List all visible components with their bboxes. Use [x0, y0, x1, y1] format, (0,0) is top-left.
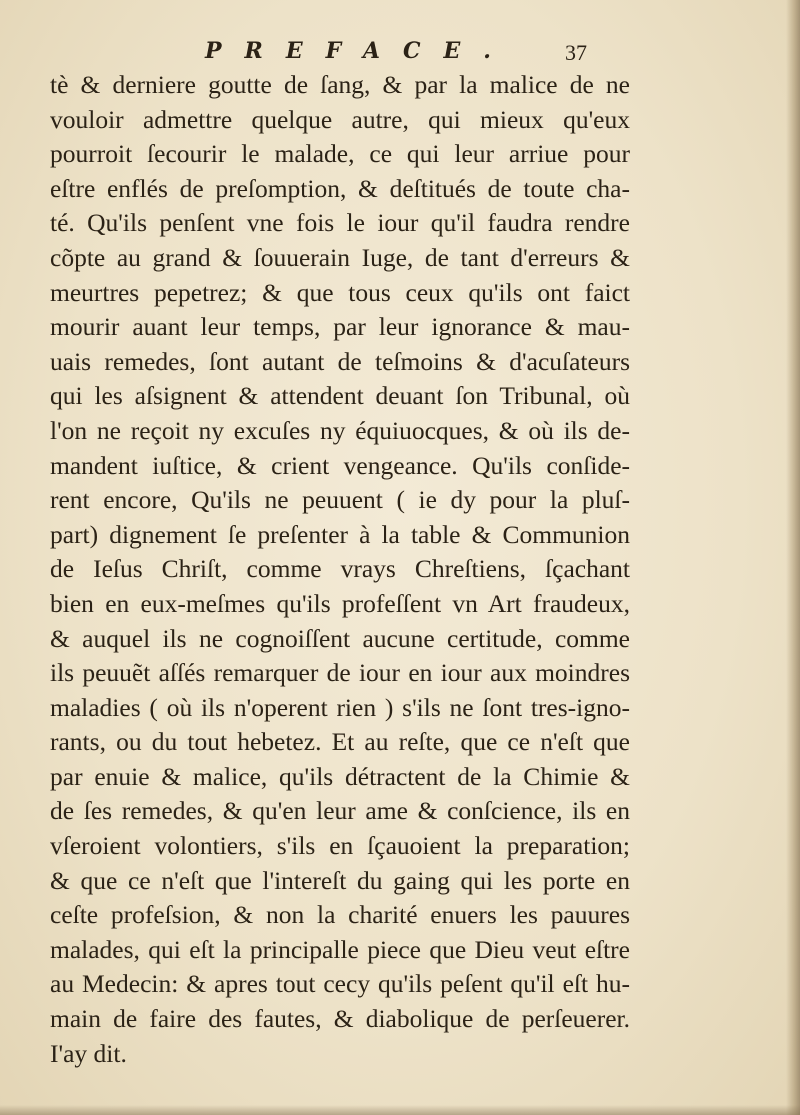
- text-line: ils peuuẽt aſſés remarquer de iour en iour aux moindres: [50, 658, 630, 688]
- text-line: malades, qui eſt la principalle piece que Dieu veut eſtre: [50, 934, 630, 964]
- text-line: té. Qu'ils penſent vne fois le iour qu'il faudra rendre: [50, 208, 630, 238]
- text-line: de ſes remedes, & qu'en leur ame & conſcience, ils en: [50, 796, 630, 826]
- text-line: bien en eux-meſmes qu'ils profeſſent vn Art fraudeux,: [50, 588, 630, 618]
- text-line: rent encore, Qu'ils ne peuuent ( ie dy pour la pluſ-: [50, 485, 630, 515]
- text-line: vſeroient volontiers, s'ils en ſçauoient la preparation;: [50, 831, 630, 861]
- text-line: cõpte au grand & ſouuerain Iuge, de tant d'erreurs &: [50, 242, 630, 272]
- text-line: rants, ou du tout hebetez. Et au reſte, que ce n'eſt que: [50, 727, 630, 757]
- text-line: mourir auant leur temps, par leur ignorance & mau-: [50, 312, 630, 342]
- text-line: tè & derniere goutte de ſang, & par la malice de ne: [50, 70, 630, 99]
- page-number: 37: [565, 40, 587, 65]
- text-line: l'on ne reçoit ny excuſes ny équiuocques, & où ils de-: [50, 415, 630, 445]
- text-line: & auquel ils ne cognoiſſent aucune certitude, comme: [50, 623, 630, 653]
- text-line: pourroit ſecourir le malade, ce qui leur arriue pour: [50, 139, 630, 169]
- text-line: meurtres pepetrez; & que tous ceux qu'ils ont faict: [50, 277, 630, 307]
- page-header: [0, 38, 800, 68]
- running-title: PREFACE.: [205, 38, 514, 64]
- text-line: de Ieſus Chriſt, comme vrays Chreſtiens, ſçachant: [50, 554, 630, 584]
- page-edge-shadow: [786, 0, 800, 1115]
- text-line: ceſte profeſsion, & non la charité enuers les pauures: [50, 900, 630, 930]
- text-line: mandent iuſtice, & crient vengeance. Qu'ils conſide-: [50, 450, 630, 480]
- text-line: par enuie & malice, qu'ils détractent de la Chimie &: [50, 761, 630, 791]
- text-line: I'ay dit.: [50, 1038, 127, 1068]
- text-line: vouloir admettre quelque autre, qui mieux qu'eux: [50, 104, 630, 134]
- text-line: uais remedes, ſont autant de teſmoins & d'acuſateurs: [50, 346, 630, 376]
- text-line: eſtre enflés de preſomption, & deſtitués de toute cha-: [50, 173, 630, 203]
- text-line: & que ce n'eſt que l'intereſt du gaing qui les porte en: [50, 865, 630, 895]
- text-line: maladies ( où ils n'operent rien ) s'ils ne ſont tres-igno-: [50, 692, 630, 722]
- body-text: [50, 68, 630, 1071]
- text-line: part) dignement ſe preſenter à la table & Communion: [50, 519, 630, 549]
- page-bottom-shadow: [0, 1105, 800, 1115]
- text-line: qui les aſsignent & attendent deuant ſon Tribunal, où: [50, 381, 630, 411]
- text-line: au Medecin: & apres tout cecy qu'ils peſent qu'il eſt hu-: [50, 969, 630, 999]
- text-line: main de faire des fautes, & diabolique de perſeuerer.: [50, 1004, 630, 1034]
